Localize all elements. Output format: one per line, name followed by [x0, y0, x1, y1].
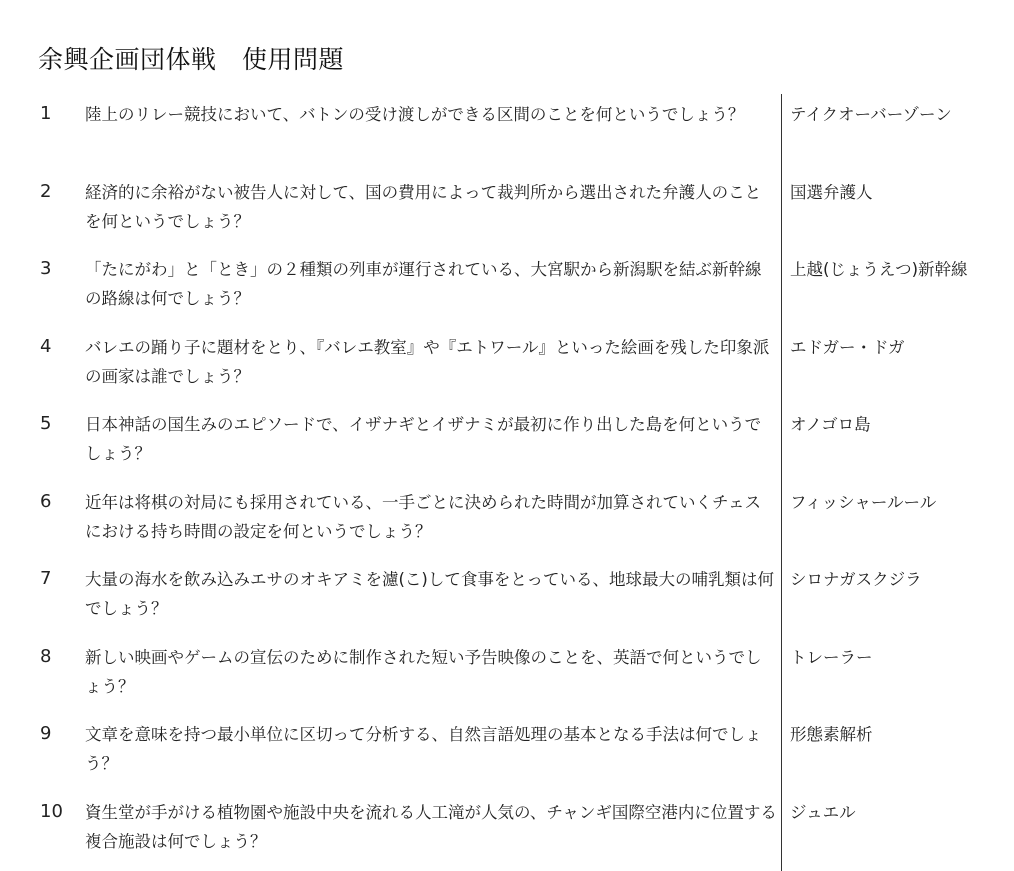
question-text: 新しい映画やゲームの宣伝のために制作された短い予告映像のことを、英語で何というでしょう？ — [85, 647, 762, 696]
question-row-7 — [0, 557, 1014, 635]
answer-text: 上越(じょうえつ)新幹線 — [790, 260, 968, 279]
question-number: 4 — [40, 335, 52, 357]
answer-text: ジュエル — [790, 802, 856, 822]
question-row-1 — [0, 92, 1014, 170]
question-row-4 — [0, 325, 1014, 403]
question-number: 7 — [40, 568, 52, 589]
question-number: 6 — [40, 490, 52, 512]
question-text: 近年は将棋の対局にも採用されている、一手ごとに決められた時間が加算されていくチェスにおける持ち時間の設定を何というでしょう？ — [85, 492, 762, 541]
question-text: 「たにがわ」と「とき」の２種類の列車が運行されている、大宮駅から新潟駅を結ぶ新幹線の路線は何でしょう？ — [85, 260, 762, 308]
answer-text: 国選弁護人 — [790, 182, 873, 202]
question-number: 3 — [40, 258, 52, 279]
answer-text: トレーラー — [790, 647, 873, 667]
question-number: 2 — [40, 180, 52, 202]
question-text: 経済的に余裕がない被告人に対して、国の費用によって裁判所から選出された弁護人のことを何というでしょう？ — [85, 182, 762, 231]
question-number: 8 — [40, 645, 52, 667]
question-text: 資生堂が手がける植物園や施設中央を流れる人工滝が人気の、チャンギ国際空港内に位置する複合施設は何でしょう？ — [85, 802, 777, 851]
question-text: 日本神話の国生みのエピソードで、イザナギとイザナミが最初に作り出した島を何というでしょう？ — [85, 415, 762, 463]
question-number: 9 — [40, 723, 52, 744]
answer-text: シロナガスクジラ — [790, 570, 922, 589]
answer-text: 形態素解析 — [790, 725, 873, 744]
question-text: 大量の海水を飲み込みエサのオキアミを濾(こ)して食事をとっている、地球最大の哺乳類は何でしょう？ — [85, 570, 775, 618]
answer-text: テイクオーバーゾーン — [790, 105, 952, 124]
page-title: 余興企画団体戦 使用問題 — [38, 45, 345, 74]
question-text: バレエの踊り子に題材をとり、『バレエ教室』や『エトワール』といった絵画を残した印象派の画家は誰でしょう？ — [85, 337, 770, 386]
question-row-8 — [0, 635, 1014, 713]
question-number: 5 — [40, 413, 52, 434]
question-row-3 — [0, 247, 1014, 325]
question-row-6 — [0, 480, 1014, 558]
question-number: 10 — [40, 800, 63, 822]
question-row-10 — [0, 790, 1014, 868]
answer-text: エドガー・ドガ — [790, 337, 905, 357]
question-text: 陸上のリレー競技において、バトンの受け渡しができる区間のことを何というでしょう？ — [85, 105, 745, 124]
question-row-2 — [0, 170, 1014, 248]
question-number: 1 — [40, 103, 52, 124]
question-list — [0, 92, 1014, 867]
answer-text: オノゴロ島 — [790, 415, 871, 434]
answer-text: フィッシャールール — [790, 492, 937, 512]
question-row-9 — [0, 712, 1014, 790]
question-row-5 — [0, 402, 1014, 480]
question-text: 文章を意味を持つ最小単位に区切って分析する、自然言語処理の基本となる手法は何でしょう？ — [85, 725, 762, 773]
